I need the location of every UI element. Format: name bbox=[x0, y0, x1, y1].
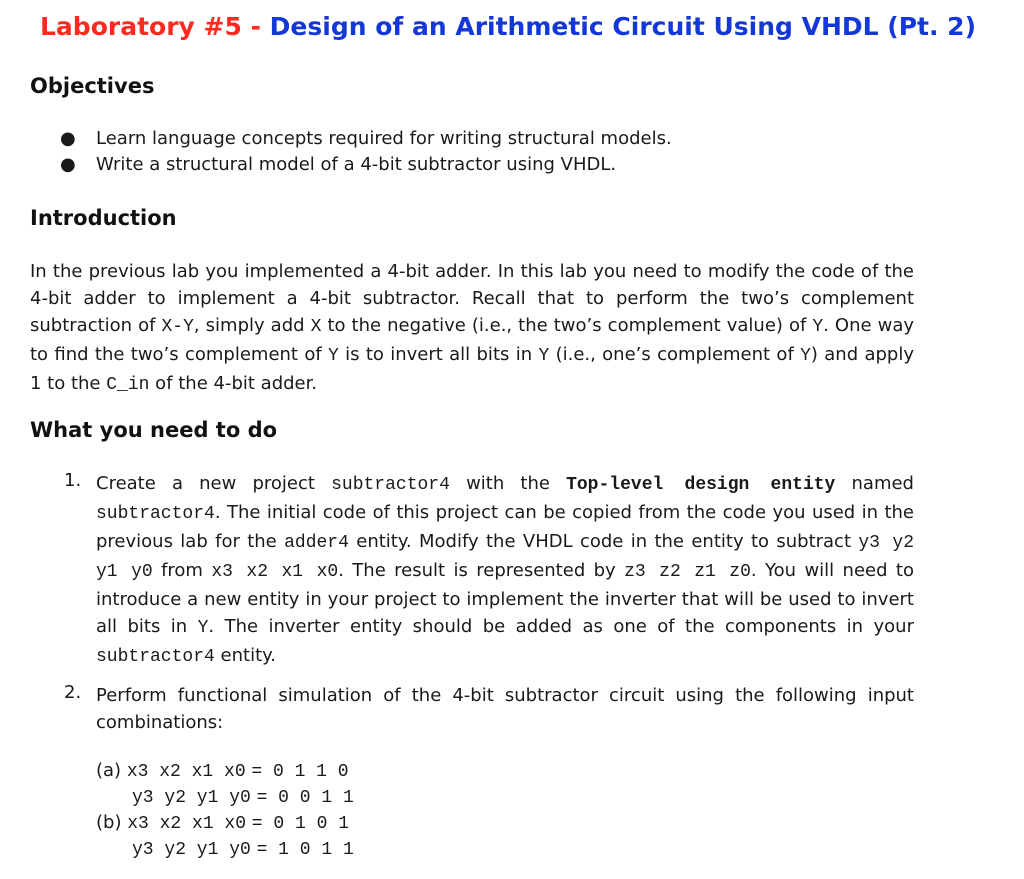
objectives-heading: Objectives bbox=[30, 74, 155, 98]
objective-item: Write a structural model of a 4-bit subtractor using VHDL. bbox=[96, 154, 617, 175]
step-number: 2. bbox=[64, 682, 82, 703]
combo-y-label: y3 y2 y1 y0 bbox=[132, 840, 251, 860]
combo-x-label: x3 x2 x1 x0 bbox=[127, 814, 247, 834]
combo-a bbox=[96, 760, 349, 782]
combo-y-label: y3 y2 y1 y0 bbox=[132, 788, 251, 808]
step-number: 1. bbox=[64, 470, 82, 491]
combo-y-value: = 1 0 1 1 bbox=[256, 840, 354, 860]
bullet-icon: ● bbox=[60, 128, 76, 149]
introduction-paragraph: In the previous lab you implemented a 4-bit adder. In this lab you need to modify the code of the 4-bit adder to implement a 4-bit subtractor. Recall that to perform the two’s complement subtraction of X-Y, simply add X to the negative (i.e., the two’s complement value) of Y. One way to find the two’s complement of Y is to invert all bits in Y (i.e., one’s complement of Y) and apply 1 to the C_in of the 4-bit adder. bbox=[30, 261, 914, 395]
step-2-text: Perform functional simulation of the 4-bit subtractor circuit using the following input combinations: bbox=[96, 685, 914, 733]
combo-x-value: = 0 1 0 1 bbox=[251, 814, 349, 834]
title-separator: - bbox=[241, 12, 270, 41]
combo-x-value: = 0 1 1 0 bbox=[251, 762, 349, 782]
combo-b-y bbox=[132, 838, 354, 860]
objective-item: Learn language concepts required for writing structural models. bbox=[96, 128, 672, 149]
bullet-icon: ● bbox=[60, 154, 76, 175]
step-1-text: Create a new project subtractor4 with the Top-level design entity named subtractor4. The initial code of this project can be copied from the code you used in the previous lab for the adder4 entity. Modify the VHDL code in the entity to subtract y3 y2 y1 y0 from x3 x2 x1 x0. The result is represented by z3 z2 z1 z0. You will need to introduce a new entity in your project to implement the inverter that will be used to invert all bits in Y. The inverter entity should be added as one of the components in your subtractor4 entity. bbox=[96, 473, 914, 667]
lab-number: Laboratory #5 bbox=[40, 12, 242, 41]
combo-a-y bbox=[132, 786, 354, 808]
lab-subject: Design of an Arithmetic Circuit Using VHDL (Pt. 2) bbox=[269, 12, 977, 41]
combo-label: (b) bbox=[96, 812, 122, 833]
combo-x-label: x3 x2 x1 x0 bbox=[126, 762, 246, 782]
todo-heading: What you need to do bbox=[30, 418, 278, 442]
page-title bbox=[40, 12, 976, 41]
combo-label: (a) bbox=[96, 760, 122, 781]
combo-b bbox=[96, 812, 349, 834]
combo-y-value: = 0 0 1 1 bbox=[256, 788, 354, 808]
introduction-heading: Introduction bbox=[30, 206, 177, 230]
